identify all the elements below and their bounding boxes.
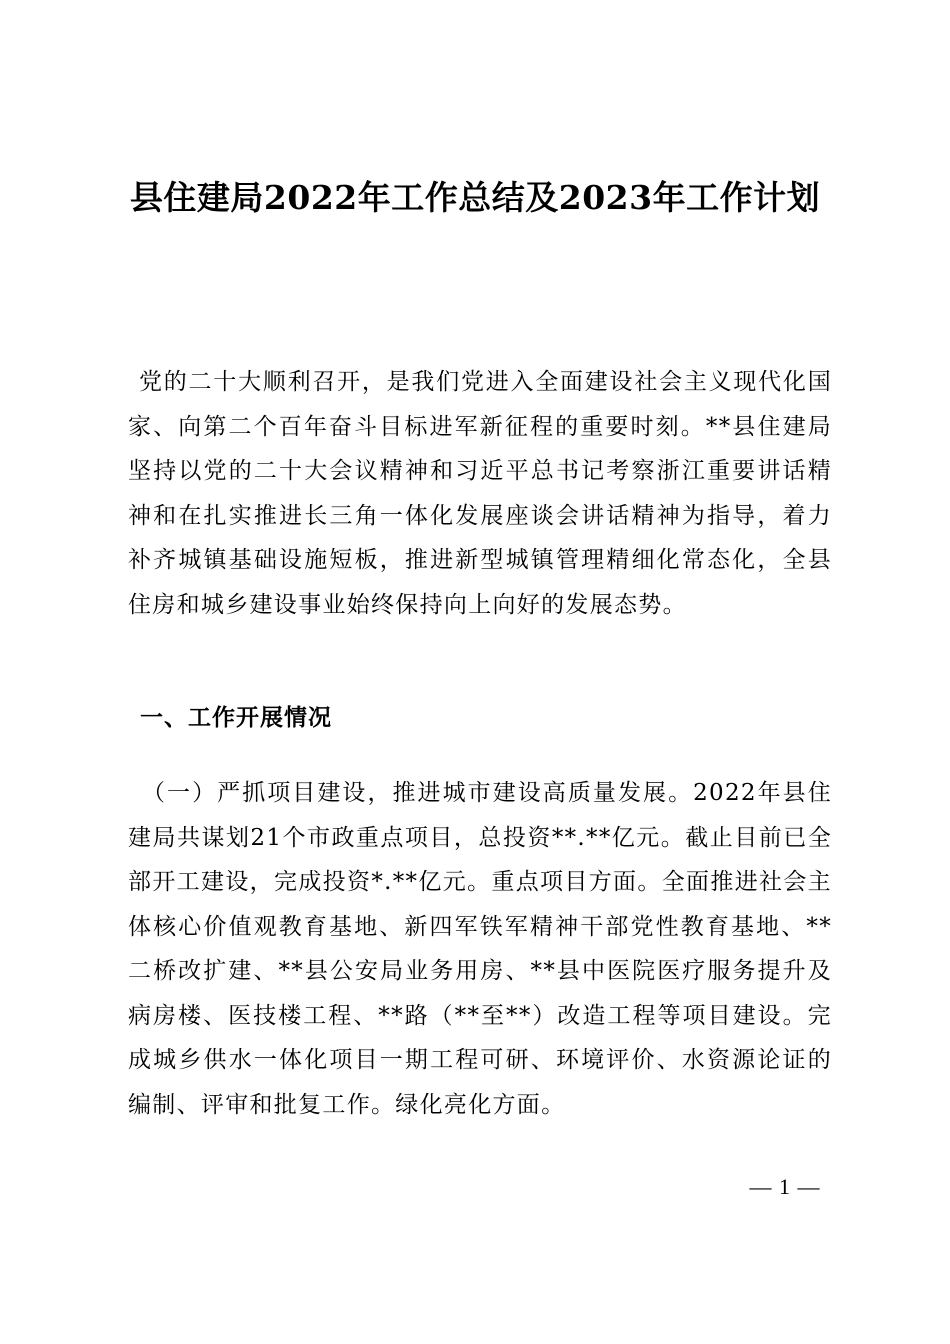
page-number: — 1 — [749, 1174, 821, 1199]
body-paragraph: （一）严抓项目建设，推进城市建设高质量发展。2022年县住建局共谋划21个市政重点项目，总投资**.**亿元。截止目前已全部开工建设，完成投资*.**亿元。重点项目方面。全面推进社会主体核心价值观教育基地、新四军铁军精神干部党性教育基地、**二桥改扩建、**县公安局业务用房、**县中医院医疗服务提升及病房楼、医技楼工程、**路（**至**）改造工程等项目建设。完成城乡供水一体化项目一期工程可研、环境评价、水资源论证的编制、评审和批复工作。绿化亮化方面。 [128, 780, 832, 1118]
section-heading: 一、工作开展情况 [140, 705, 332, 731]
document-title: 县住建局2022年工作总结及2023年工作计划 [129, 178, 821, 217]
intro-paragraph: 党的二十大顺利召开，是我们党进入全面建设社会主义现代化国家、向第二个百年奋斗目标进军新征程的重要时刻。**县住建局坚持以党的二十大会议精神和习近平总书记考察浙江重要讲话精神和在扎实推进长三角一体化发展座谈会讲话精神为指导，着力补齐城镇基础设施短板，推进新型城镇管理精细化常态化，全县住房和城乡建设事业始终保持向上向好的发展态势。 [128, 369, 832, 618]
